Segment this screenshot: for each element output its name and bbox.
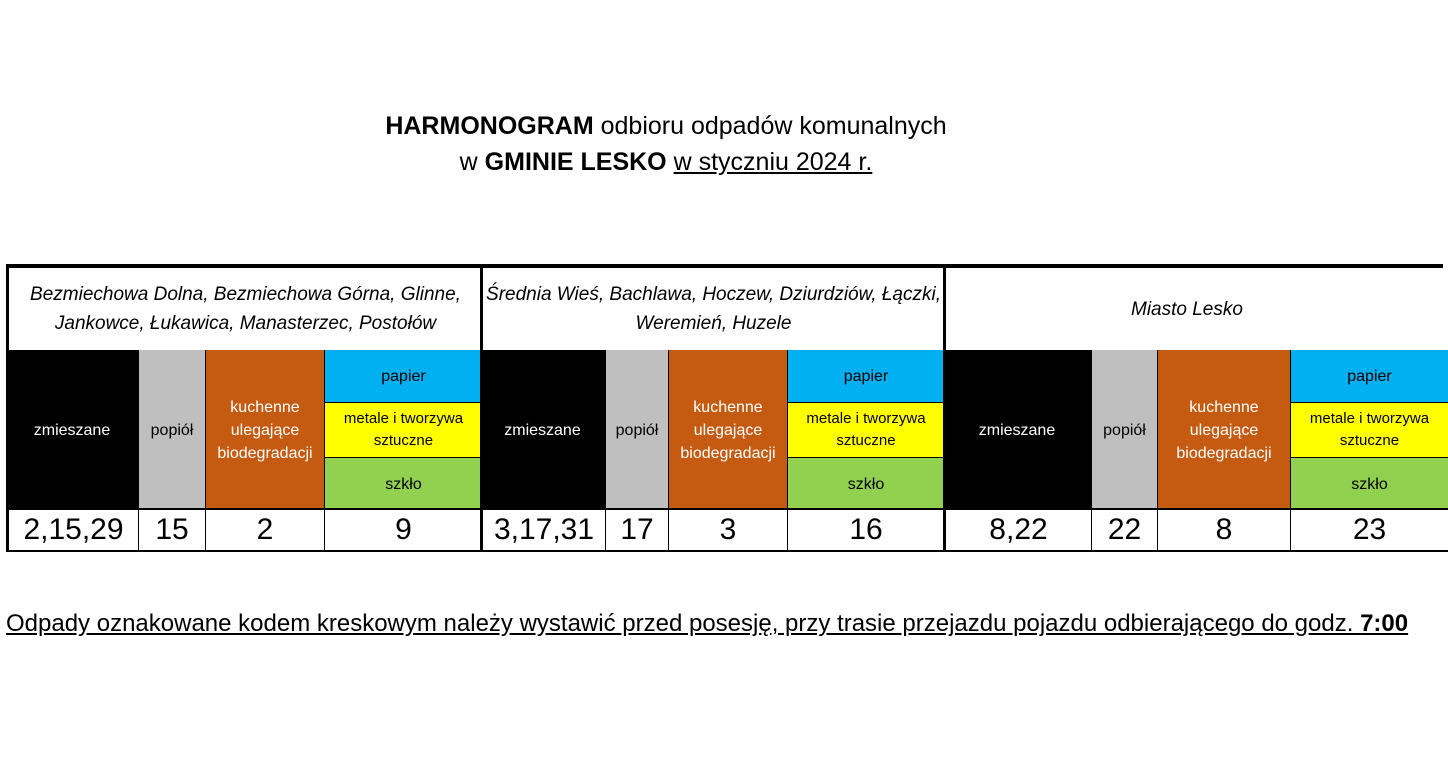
group-1-ash-days: 15 — [138, 508, 205, 552]
collection-schedule-table — [6, 264, 1430, 552]
group-1-bio-header: kuchenne ulegające biodegradacji — [205, 350, 324, 510]
group-3-ash-header: popiół — [1091, 350, 1157, 510]
title-line-2 — [0, 144, 1332, 180]
group-2-towns: Średnia Wieś, Bachlawa, Hoczew, Dziurdziów, Łączki, Weremień, Huzele — [480, 264, 944, 350]
group-2-bio-header: kuchenne ulegające biodegradacji — [668, 350, 787, 510]
group-3-bio-days: 8 — [1157, 508, 1290, 552]
group-2-bio-days: 3 — [668, 508, 787, 552]
title-bold: HARMONOGRAM — [385, 112, 594, 140]
group-2-paper-header: papier — [787, 350, 944, 403]
group-2-selective-days: 16 — [787, 508, 944, 552]
document-title — [0, 108, 1332, 180]
group-3-selective-days: 23 — [1290, 508, 1448, 552]
municipality-name: GMINIE LESKO — [484, 148, 667, 176]
collection-note — [6, 608, 1408, 640]
month-label: w styczniu 2024 r. — [673, 148, 873, 176]
title-prefix: w — [459, 148, 485, 176]
group-1-glass-header: szkło — [324, 458, 482, 510]
group-1-mixed-days: 2,15,29 — [6, 508, 138, 552]
group-1-towns: Bezmiechowa Dolna, Bezmiechowa Górna, Glinne, Jankowce, Łukawica, Manasterzec, Postołów — [6, 264, 482, 350]
title-rest: odbioru odpadów komunalnych — [593, 112, 947, 140]
group-1-ash-header: popiół — [138, 350, 205, 510]
note-text: Odpady oznakowane kodem kreskowym należy wystawić przed posesję, przy trasie przejazdu pojazdu odbierającego do godz. — [6, 610, 1361, 637]
group-1-metal-header: metale i tworzywa sztuczne — [324, 403, 482, 458]
group-3-metal-header: metale i tworzywa sztuczne — [1290, 403, 1448, 458]
group-3-ash-days: 22 — [1091, 508, 1157, 552]
group-1-selective-days: 9 — [324, 508, 482, 552]
group-3-towns: Miasto Lesko — [943, 264, 1443, 350]
group-2-ash-header: popiół — [605, 350, 668, 510]
group-3-bio-header: kuchenne ulegające biodegradacji — [1157, 350, 1290, 510]
group-2-mixed-header: zmieszane — [480, 350, 605, 510]
group-2-ash-days: 17 — [605, 508, 668, 552]
group-2-mixed-days: 3,17,31 — [480, 508, 605, 552]
group-3-mixed-header: zmieszane — [943, 350, 1091, 510]
note-time: 7:00 — [1360, 610, 1409, 637]
title-line-1 — [0, 108, 1332, 144]
group-1-bio-days: 2 — [205, 508, 324, 552]
group-3-glass-header: szkło — [1290, 458, 1448, 510]
group-3-mixed-days: 8,22 — [943, 508, 1091, 552]
group-3-paper-header: papier — [1290, 350, 1448, 403]
group-2-glass-header: szkło — [787, 458, 944, 510]
group-1-mixed-header: zmieszane — [6, 350, 138, 510]
group-1-paper-header: papier — [324, 350, 482, 403]
group-2-metal-header: metale i tworzywa sztuczne — [787, 403, 944, 458]
